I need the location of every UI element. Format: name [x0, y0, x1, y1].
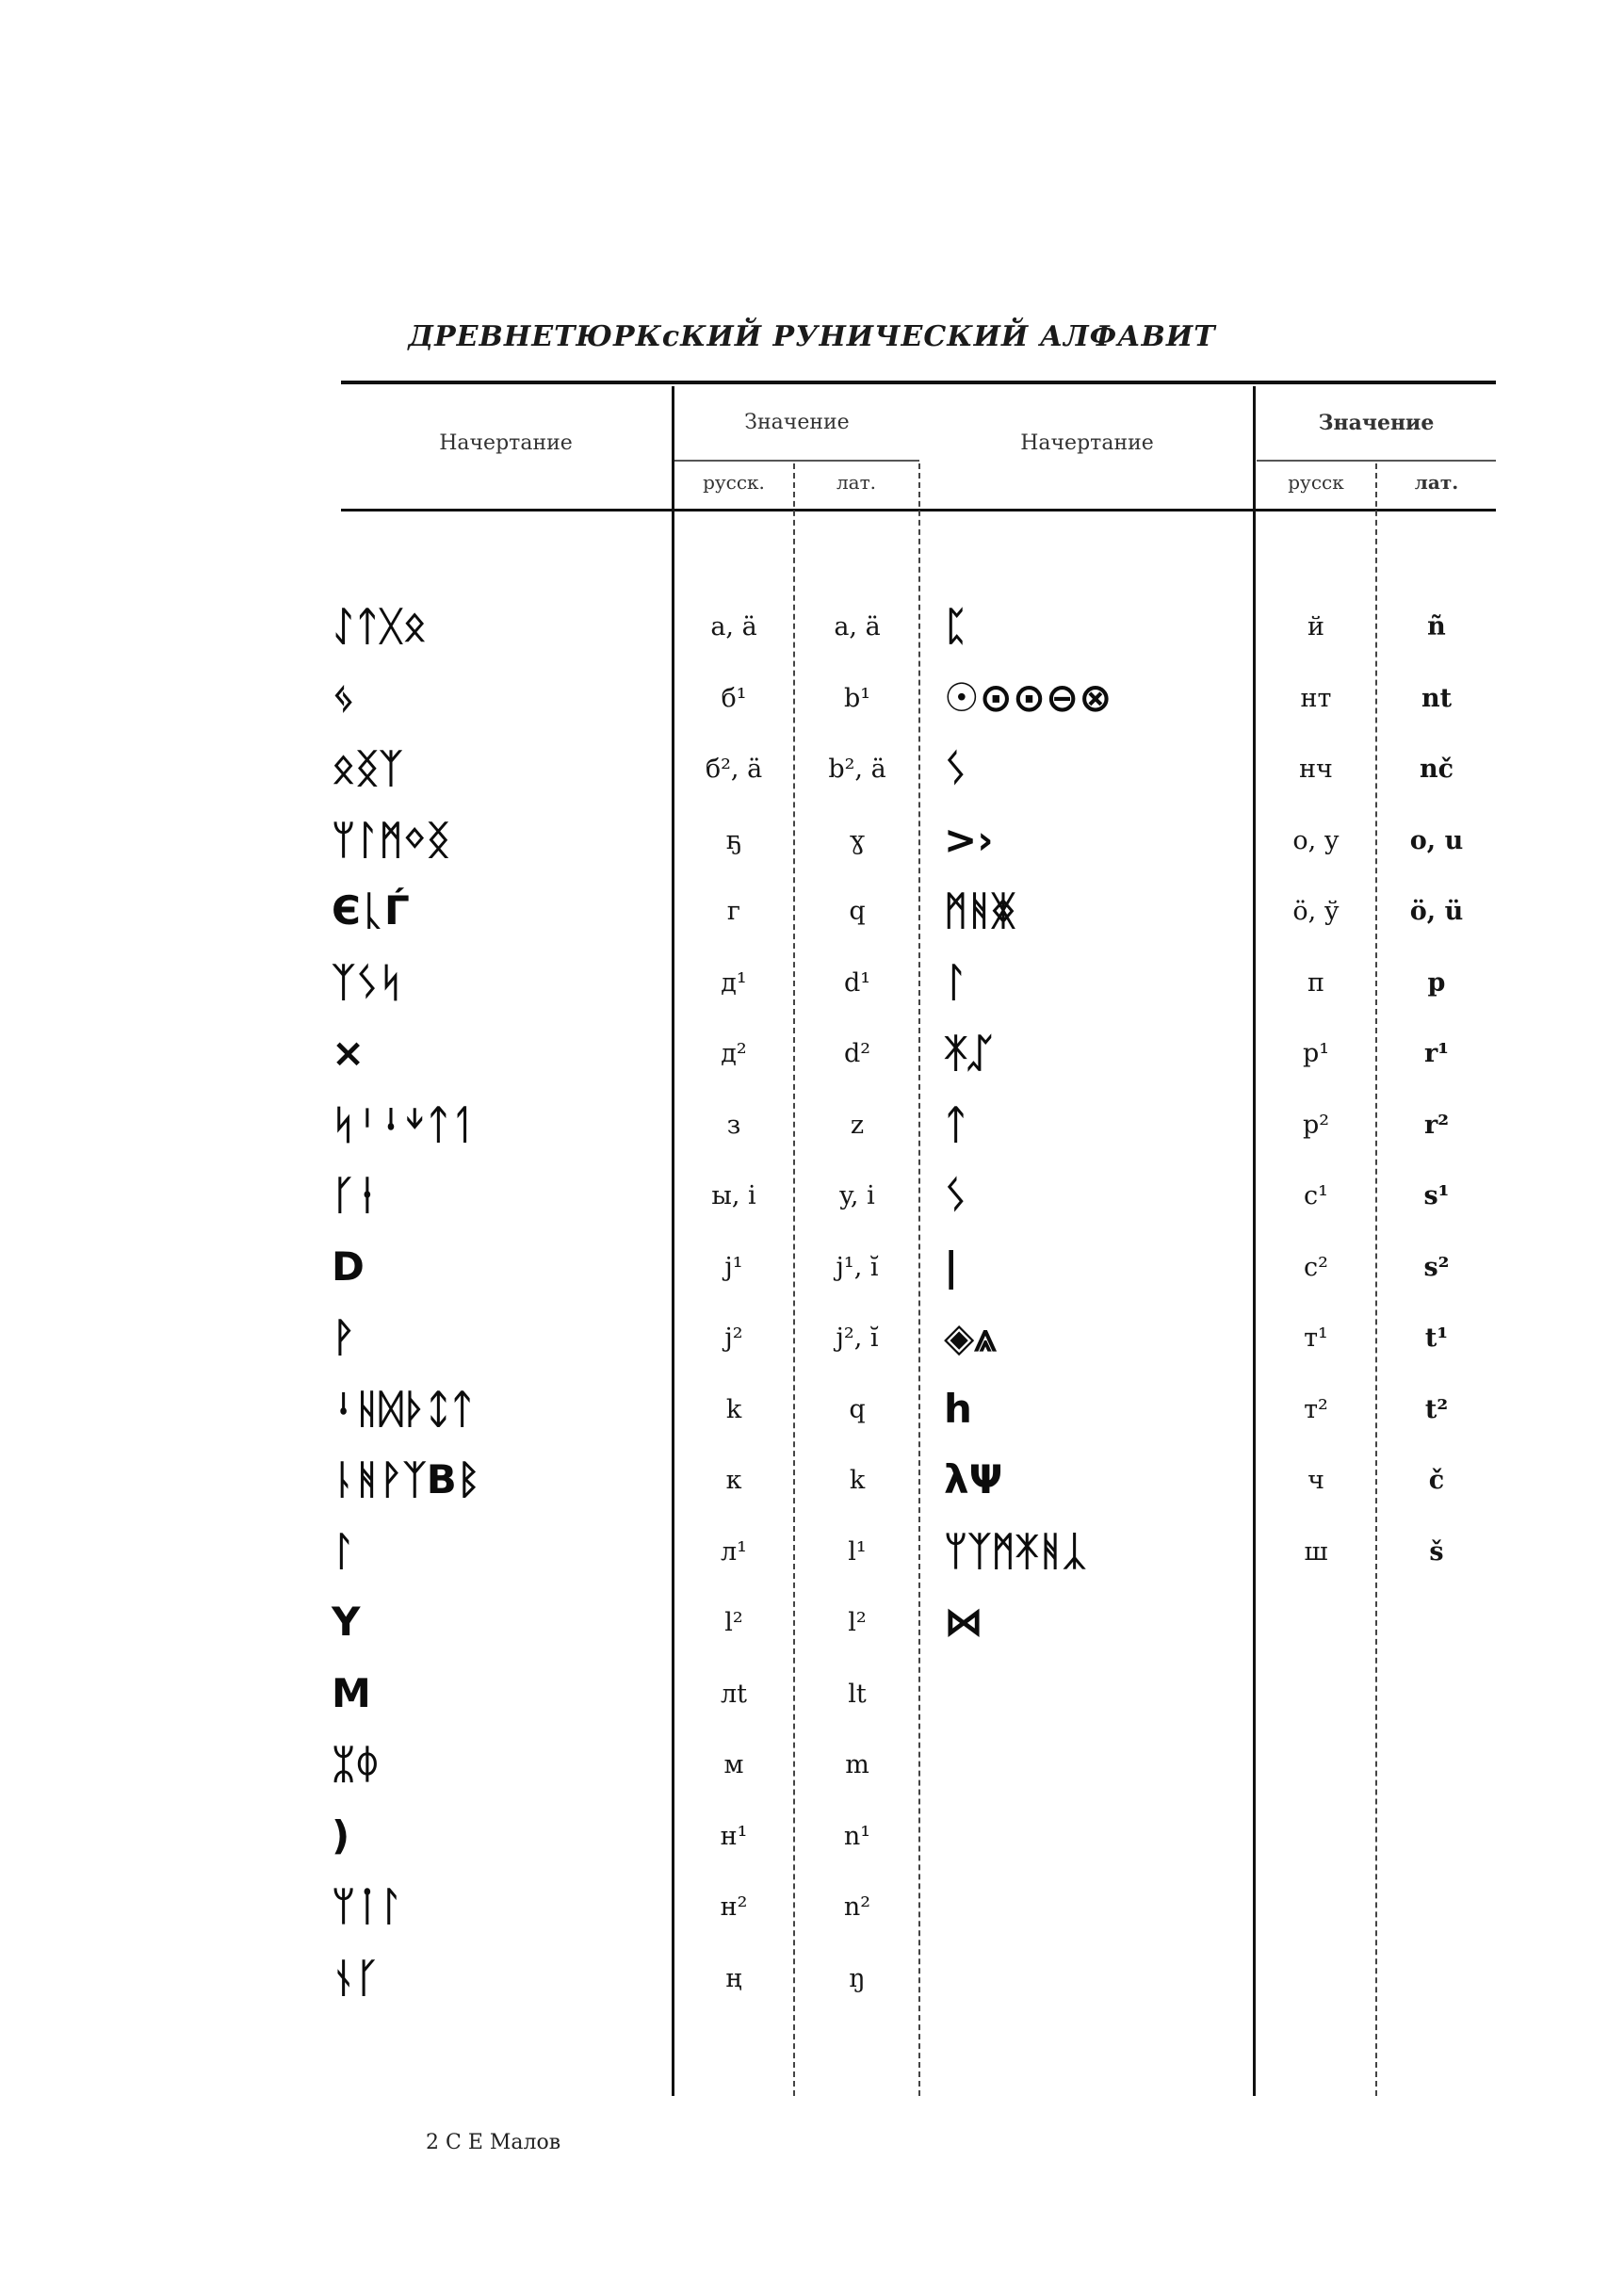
left-rus-value: ң: [725, 1964, 742, 1993]
left-rune-glyphs: ᛉᛊᛋ: [332, 959, 403, 1005]
left-rus-value: л¹: [721, 1537, 747, 1567]
left-rus-value: м: [723, 1750, 744, 1779]
right-lat-value: nt: [1421, 684, 1453, 713]
right-rus-lat-divider: [1375, 463, 1377, 2096]
right-lat-value: š: [1429, 1537, 1444, 1567]
left-lat-value: d¹: [843, 968, 871, 998]
header-meaning-right: Значение: [1318, 411, 1435, 435]
left-rune-glyphs: Y: [332, 1599, 361, 1645]
right-rune-glyphs: ᛘᛉᛗᛡᚻᛣ: [944, 1528, 1087, 1574]
header-rus-right: русск: [1288, 471, 1344, 494]
right-rus-value: ч: [1307, 1466, 1324, 1495]
right-rune-glyphs: |: [944, 1243, 959, 1290]
left-rune-glyphs: ᛘᛙᛚ: [332, 1883, 403, 1929]
right-rus-value: р¹: [1302, 1039, 1330, 1068]
left-rune-glyphs: ᛍᚺᛞᚦᛨᛏ: [332, 1386, 475, 1432]
right-rus-value: т²: [1304, 1395, 1328, 1424]
left-lat-value: ŋ: [849, 1964, 866, 1993]
header-lat-right: лат.: [1414, 471, 1459, 494]
right-rune-glyphs: >›: [944, 817, 994, 863]
left-rune-glyphs: M: [332, 1670, 371, 1716]
left-lat-value: j², ĭ: [836, 1324, 879, 1353]
right-lat-value: č: [1428, 1466, 1445, 1495]
right-lat-value: r²: [1423, 1111, 1450, 1140]
left-rune-glyphs: ᚴᚽ: [332, 1172, 380, 1218]
left-rune-glyphs: ᛯᛰ: [332, 1741, 380, 1787]
right-rune-glyphs: ᛊ: [944, 745, 968, 791]
header-rus: русск.: [703, 471, 765, 494]
left-rune-glyphs: ᚿᚻᚹᛉBᛒ: [332, 1456, 481, 1502]
right-lat-value: s²: [1423, 1253, 1450, 1282]
right-rune-glyphs: ᛗᚻᛤ: [944, 887, 1015, 934]
left-lat-right-divider: [918, 463, 920, 2096]
center-column-divider: [1253, 386, 1256, 2096]
left-rus-value: б¹: [721, 684, 747, 713]
right-lat-value: s¹: [1423, 1181, 1450, 1210]
left-rus-value: б², ä: [705, 755, 763, 784]
right-lat-value: t¹: [1424, 1324, 1449, 1353]
right-rus-value: ö, ў: [1292, 897, 1340, 926]
right-lat-value: r¹: [1423, 1039, 1450, 1068]
left-rune-glyphs: ᚹ: [332, 1314, 356, 1360]
right-rune-glyphs: h: [944, 1386, 972, 1432]
left-rus-value: ҕ: [725, 826, 742, 855]
left-lat-value: ɣ: [849, 826, 866, 855]
left-lat-value: q: [849, 897, 866, 926]
right-rus-value: ш: [1304, 1537, 1328, 1567]
left-lat-value: y, i: [839, 1181, 875, 1210]
right-rune-glyphs: ᛏ: [944, 1101, 968, 1147]
left-rus-value: j²: [724, 1324, 743, 1353]
left-rus-value: лt: [720, 1680, 747, 1709]
left-rune-glyphs: ᛋᛌᛍᛎᛏᛐ: [332, 1101, 475, 1147]
left-rune-glyphs: ᛚ: [332, 1528, 356, 1574]
left-lat-value: j¹, ĭ: [836, 1253, 879, 1282]
left-rus-value: j¹: [724, 1253, 743, 1282]
left-rune-glyphs: ᚾᚴ: [332, 1955, 380, 2001]
right-rune-glyphs: ⋈: [944, 1599, 983, 1645]
left-lat-value: k: [849, 1466, 866, 1495]
left-lat-value: l²: [848, 1608, 867, 1637]
page-title: ДРЕВНЕТЮРКcКИЙ РУНИЧЕСКИЙ АЛФАВИТ: [408, 320, 1216, 353]
left-rune-glyphs: ᛇᛏᚷᛟ: [332, 603, 427, 649]
right-subheader-rule: [1257, 460, 1496, 462]
left-rune-glyphs: ᛘᛚᛗᛜᛝ: [332, 817, 451, 863]
right-rune-glyphs: ᛚ: [944, 959, 968, 1005]
left-rune-glyphs: ×: [332, 1030, 365, 1076]
left-rus-value: ы, і: [711, 1181, 756, 1210]
header-meaning: Значение: [744, 411, 850, 434]
left-subheader-rule: [674, 460, 919, 462]
left-rune-glyphs: ): [332, 1812, 350, 1859]
right-rus-value: о, у: [1292, 826, 1340, 855]
right-rus-value: нт: [1300, 684, 1332, 713]
left-lat-value: lt: [848, 1680, 867, 1709]
left-lat-value: b¹: [843, 684, 871, 713]
left-lat-value: n²: [843, 1892, 871, 1922]
left-lat-value: b², ä: [828, 755, 886, 784]
right-rune-glyphs: ᛡᛢ: [944, 1030, 992, 1076]
header-shape-right: Начертание: [1020, 431, 1154, 455]
right-lat-value: t²: [1424, 1395, 1449, 1424]
left-lat-value: n¹: [843, 1822, 871, 1851]
right-lat-value: o, u: [1409, 826, 1464, 855]
left-lat-value: m: [845, 1750, 869, 1779]
right-lat-value: nč: [1419, 755, 1454, 784]
right-rune-glyphs: λΨ: [944, 1456, 1003, 1502]
header-shape: Начертание: [439, 431, 573, 455]
left-rus-lat-divider: [793, 463, 795, 2096]
right-rus-value: нч: [1299, 755, 1333, 784]
right-rune-glyphs: ◈⩓: [944, 1314, 997, 1360]
table-top-rule: [341, 381, 1496, 384]
left-lat-value: z: [850, 1111, 865, 1140]
left-rus-value: k: [725, 1395, 742, 1424]
left-rus-value: д²: [721, 1039, 747, 1068]
left-rus-value: г: [726, 897, 741, 926]
left-lat-value: l¹: [848, 1537, 867, 1567]
right-rus-value: т¹: [1304, 1324, 1328, 1353]
right-rus-value: й: [1307, 612, 1324, 642]
right-rus-value: п: [1307, 968, 1324, 998]
footer-signature: 2 С Е Малов: [426, 2131, 561, 2154]
right-rus-value: р²: [1302, 1111, 1330, 1140]
left-rus-value: l²: [724, 1608, 743, 1637]
right-lat-value: p: [1427, 968, 1446, 998]
left-rus-value: н¹: [720, 1822, 748, 1851]
left-rus-value: з: [726, 1111, 741, 1140]
right-lat-value: ö, ü: [1409, 897, 1464, 926]
left-lat-value: d²: [843, 1039, 871, 1068]
right-rune-glyphs: ᛊ: [944, 1172, 968, 1218]
right-lat-value: ñ: [1427, 612, 1446, 642]
header-lat: лат.: [836, 471, 877, 494]
left-rus-value: д¹: [721, 968, 747, 998]
left-rune-glyphs: D: [332, 1243, 365, 1290]
left-rune-glyphs: ᛃ: [332, 674, 356, 721]
left-rus-value: к: [725, 1466, 742, 1495]
right-rune-glyphs: ᛈ: [944, 603, 968, 649]
right-rune-glyphs: ☉⊙⊙⊖⊗: [944, 674, 1112, 721]
left-rus-value: а, ä: [710, 612, 757, 642]
left-rune-glyphs: ЄᚳЃ: [332, 887, 410, 934]
left-rune-glyphs: ᛟᛝᛉ: [332, 745, 403, 791]
left-lat-value: q: [849, 1395, 866, 1424]
right-rus-value: с¹: [1304, 1181, 1328, 1210]
left-rus-value: н²: [720, 1892, 748, 1922]
right-rus-value: с²: [1304, 1253, 1328, 1282]
left-lat-value: a, ä: [834, 612, 881, 642]
